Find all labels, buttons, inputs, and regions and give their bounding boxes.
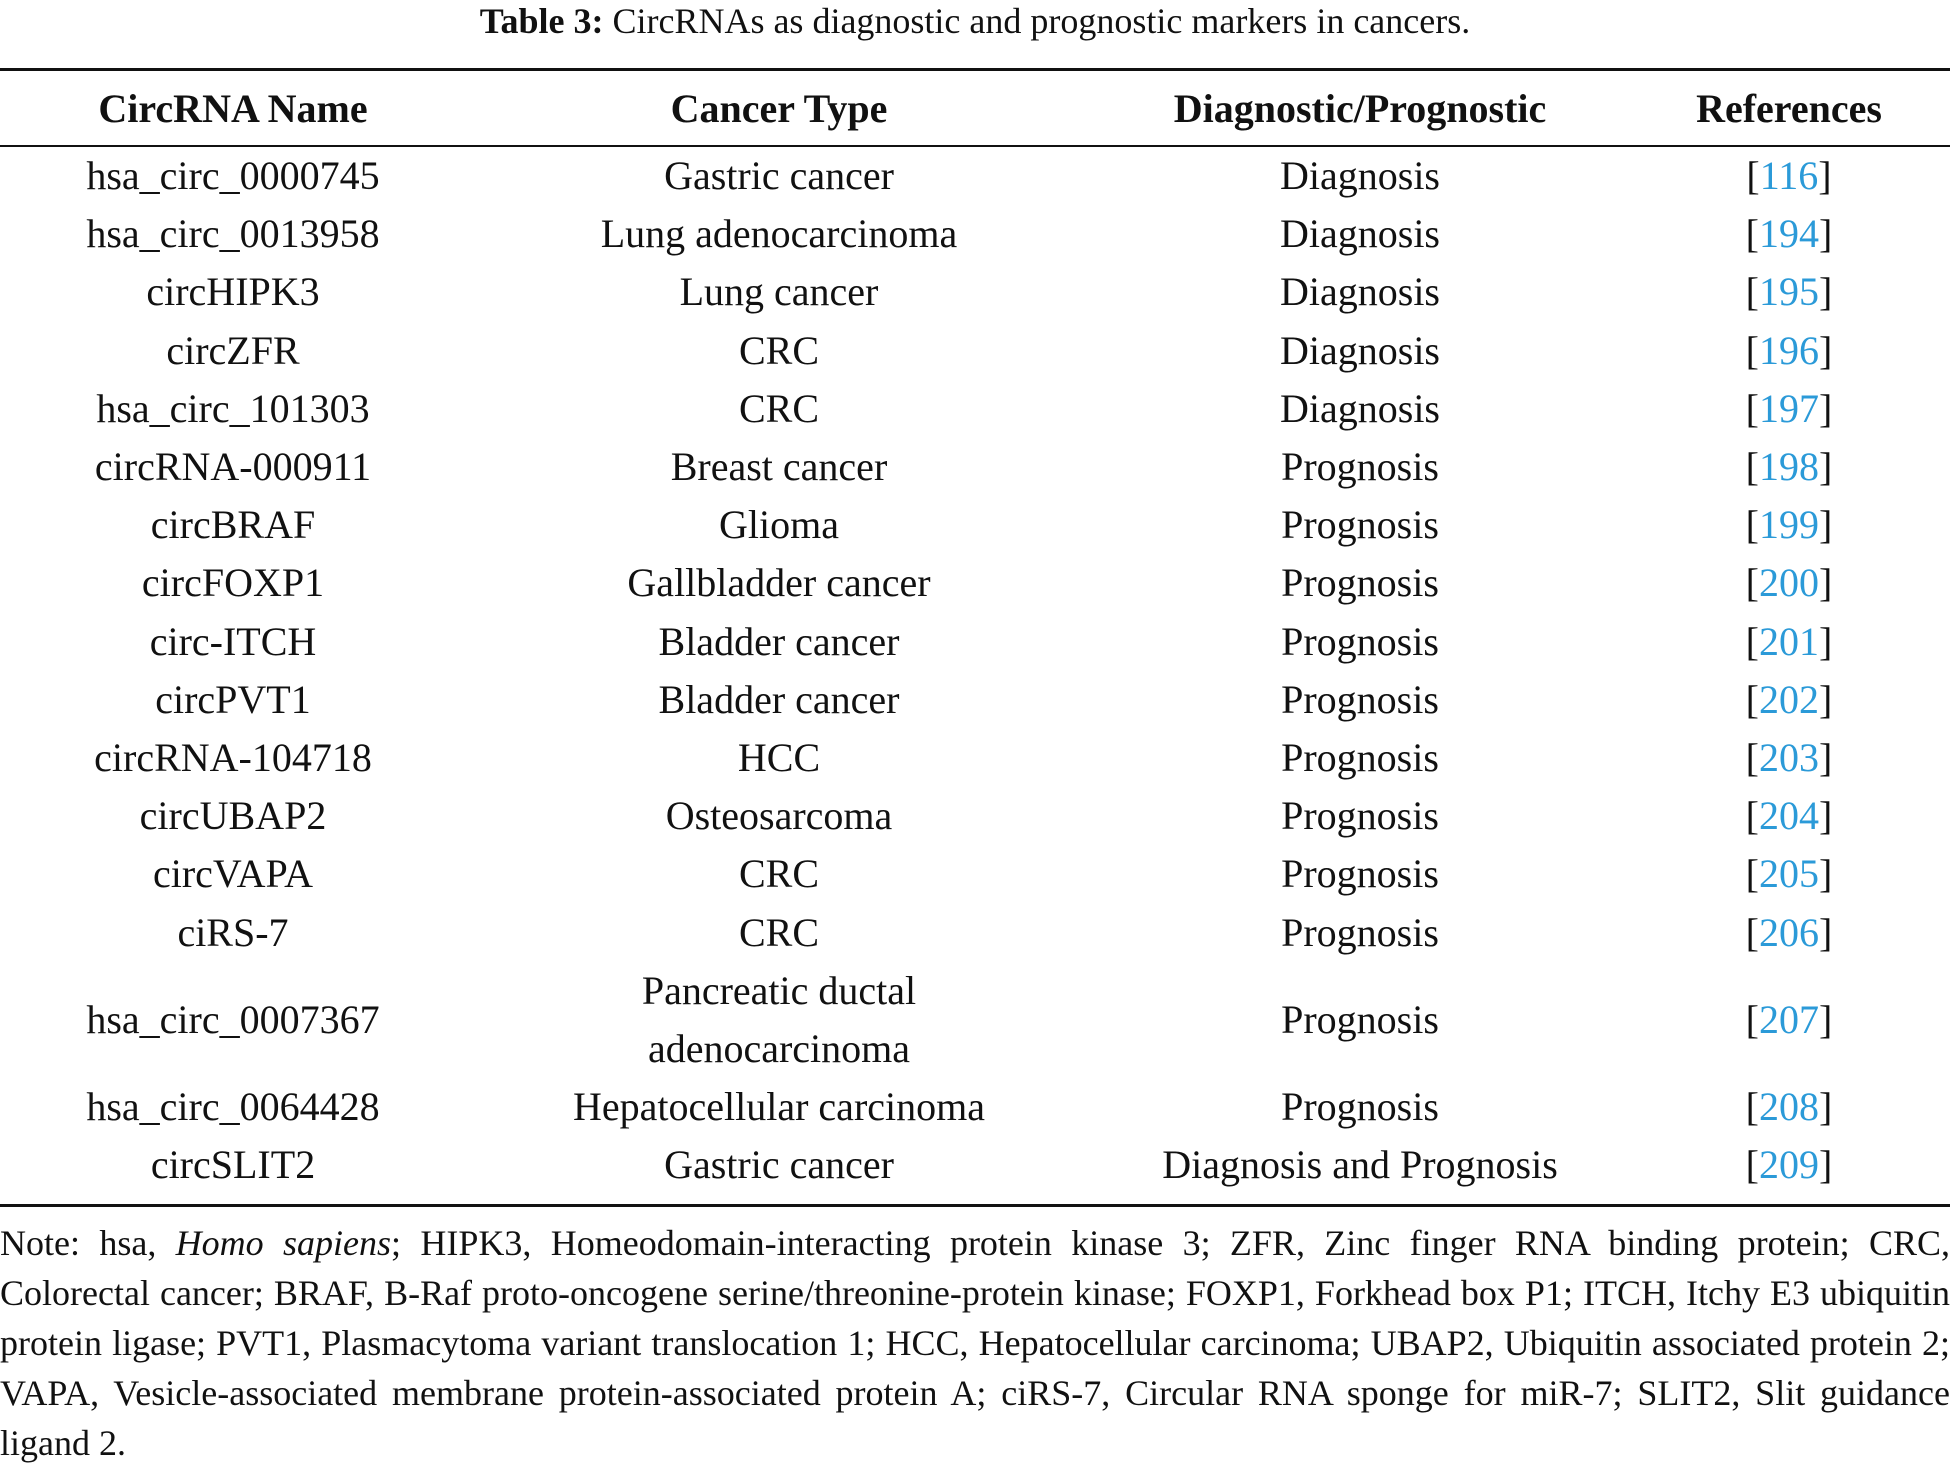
circrna-name-cell: circBRAF <box>150 502 316 548</box>
reference-cell: [200] <box>1745 560 1833 606</box>
reference-cell: [197] <box>1745 385 1833 431</box>
cancer-type-cell: CRC <box>738 851 820 897</box>
caption-label: Table 3: <box>479 1 604 41</box>
table-row <box>0 729 1950 787</box>
role-cell: Prognosis <box>1281 560 1439 606</box>
circrna-name-cell: hsa_circ_0000745 <box>86 153 380 199</box>
cancer-type-cell: Gallbladder cancer <box>627 560 931 606</box>
cancer-type-cell: Bladder cancer <box>658 676 900 722</box>
header-circrna-name: CircRNA Name <box>98 85 368 131</box>
cancer-type-cell: Bladder cancer <box>658 618 900 664</box>
circrna-name-cell: circVAPA <box>152 851 314 897</box>
table-note <box>0 1218 1950 1468</box>
role-cell: Prognosis <box>1281 909 1439 955</box>
reference-cell: [198] <box>1745 444 1833 490</box>
header-row <box>0 71 1950 145</box>
table-caption <box>0 0 1950 42</box>
role-cell: Diagnosis <box>1280 327 1440 373</box>
table-row <box>0 962 1950 1078</box>
header-references: References <box>1696 85 1882 131</box>
role-cell: Diagnosis <box>1280 153 1440 199</box>
table-row <box>0 205 1950 263</box>
role-cell: Prognosis <box>1281 502 1439 548</box>
cancer-type-cell: CRC <box>738 385 820 431</box>
reference-link[interactable]: 196 <box>1759 327 1819 373</box>
reference-link[interactable]: 198 <box>1759 444 1819 490</box>
table-row <box>0 845 1950 903</box>
cancer-type-cell: Gastric cancer <box>664 153 894 199</box>
circrna-name-cell: circ-ITCH <box>149 618 317 664</box>
table-row <box>0 554 1950 612</box>
cancer-type-cell: Hepatocellular carcinoma <box>573 1083 985 1129</box>
cancer-type-cell: Lung cancer <box>679 269 879 315</box>
cancer-type-cell: Gastric cancer <box>664 1141 894 1187</box>
header-diagnostic-prognostic: Diagnostic/Prognostic <box>1173 85 1547 131</box>
table-row <box>0 496 1950 554</box>
reference-link[interactable]: 204 <box>1759 793 1819 839</box>
table-row <box>0 145 1950 205</box>
table-row <box>0 438 1950 496</box>
reference-cell: [203] <box>1745 734 1833 780</box>
table-row <box>0 903 1950 961</box>
reference-link[interactable]: 202 <box>1759 676 1819 722</box>
circrna-name-cell: hsa_circ_0007367 <box>86 996 380 1042</box>
reference-cell: [205] <box>1745 851 1833 897</box>
reference-link[interactable]: 207 <box>1759 996 1819 1042</box>
reference-link[interactable]: 206 <box>1759 909 1819 955</box>
cancer-type-cell: HCC <box>737 734 821 780</box>
role-cell: Prognosis <box>1281 618 1439 664</box>
reference-cell: [199] <box>1745 502 1833 548</box>
reference-cell: [194] <box>1745 211 1833 257</box>
circrna-name-cell: circRNA-000911 <box>94 444 372 490</box>
role-cell: Diagnosis <box>1280 269 1440 315</box>
cancer-type-cell: Glioma <box>719 502 839 548</box>
reference-cell: [196] <box>1745 327 1833 373</box>
caption-text: CircRNAs as diagnostic and prognostic markers in cancers. <box>612 1 1471 41</box>
role-cell: Diagnosis <box>1280 385 1440 431</box>
role-cell: Prognosis <box>1281 444 1439 490</box>
circrna-name-cell: circSLIT2 <box>150 1141 316 1187</box>
reference-cell: [208] <box>1745 1083 1833 1129</box>
role-cell: Prognosis <box>1281 734 1439 780</box>
cancer-type-cell: Osteosarcoma <box>665 793 893 839</box>
bottom-rule <box>0 1204 1950 1207</box>
reference-cell: [207] <box>1745 996 1833 1042</box>
circrna-name-cell: hsa_circ_101303 <box>96 385 370 431</box>
circrna-name-cell: circUBAP2 <box>139 793 327 839</box>
circrna-name-cell: hsa_circ_0064428 <box>86 1083 380 1129</box>
reference-link[interactable]: 199 <box>1759 502 1819 548</box>
role-cell: Diagnosis and Prognosis <box>1162 1141 1558 1187</box>
reference-cell: [206] <box>1745 909 1833 955</box>
table-row <box>0 322 1950 380</box>
table-row <box>0 1078 1950 1136</box>
header-cancer-type: Cancer Type <box>670 85 888 131</box>
cancer-type-cell: CRC <box>738 327 820 373</box>
reference-link[interactable]: 208 <box>1759 1083 1819 1129</box>
role-cell: Prognosis <box>1281 793 1439 839</box>
note-italic: Homo sapiens <box>175 1223 392 1263</box>
table-row <box>0 613 1950 671</box>
reference-link[interactable]: 194 <box>1759 211 1819 257</box>
circrna-name-cell: circHIPK3 <box>146 269 320 315</box>
reference-link[interactable]: 201 <box>1759 618 1819 664</box>
table-row <box>0 671 1950 729</box>
reference-link[interactable]: 195 <box>1759 269 1819 315</box>
cancer-type-cell: CRC <box>738 909 820 955</box>
reference-cell: [116] <box>1746 153 1832 199</box>
role-cell: Prognosis <box>1281 851 1439 897</box>
reference-cell: [204] <box>1745 793 1833 839</box>
circrna-name-cell: hsa_circ_0013958 <box>86 211 380 257</box>
reference-link[interactable]: 116 <box>1759 153 1819 199</box>
cancer-type-cell: Lung adenocarcinoma <box>600 211 958 257</box>
reference-link[interactable]: 203 <box>1759 734 1819 780</box>
circrna-name-cell: circRNA-104718 <box>94 734 372 780</box>
reference-link[interactable]: 197 <box>1759 385 1819 431</box>
reference-cell: [202] <box>1745 676 1833 722</box>
reference-cell: [195] <box>1745 269 1833 315</box>
note-prefix: Note: hsa, <box>0 1223 176 1263</box>
table-row <box>0 787 1950 845</box>
cancer-type-line-1: Pancreatic ductal <box>641 967 917 1013</box>
table-row <box>0 1136 1950 1194</box>
role-cell: Prognosis <box>1281 1083 1439 1129</box>
role-cell: Diagnosis <box>1280 211 1440 257</box>
circrna-table <box>0 71 1950 1194</box>
cancer-type-cell <box>466 962 1092 1078</box>
circrna-name-cell: circFOXP1 <box>141 560 325 606</box>
role-cell: Prognosis <box>1281 676 1439 722</box>
table-row <box>0 380 1950 438</box>
reference-link[interactable]: 205 <box>1759 851 1819 897</box>
circrna-name-cell: circPVT1 <box>155 676 311 722</box>
cancer-type-line-2: adenocarcinoma <box>647 1025 911 1071</box>
role-cell: Prognosis <box>1281 996 1439 1042</box>
circrna-name-cell: circZFR <box>166 327 300 373</box>
circrna-name-cell: ciRS-7 <box>177 909 289 955</box>
cancer-type-cell: Breast cancer <box>670 444 888 490</box>
reference-cell: [201] <box>1745 618 1833 664</box>
reference-link[interactable]: 200 <box>1759 560 1819 606</box>
table-row <box>0 263 1950 321</box>
reference-cell: [209] <box>1745 1141 1833 1187</box>
note-text: ; HIPK3, Homeodomain-interacting protein kinase 3; ZFR, Zinc finger RNA binding protein; CRC, Colorectal cancer; BRAF, B-Raf proto-oncogene serine/threonine-protein kinase; FOXP1, Forkhead box P1; ITCH, Itchy E3 ubiquitin protein ligase; PVT1, Plasmacytoma variant translocation 1; HCC, Hepatocellular carcinoma; UBAP2, Ubiquitin associated protein 2; VAPA, Vesicle-associated membrane protein-associated protein A; ciRS-7, Circular RNA sponge for miR-7; SLIT2, Slit guidance ligand 2. <box>0 1223 1950 1463</box>
reference-link[interactable]: 209 <box>1759 1141 1819 1187</box>
